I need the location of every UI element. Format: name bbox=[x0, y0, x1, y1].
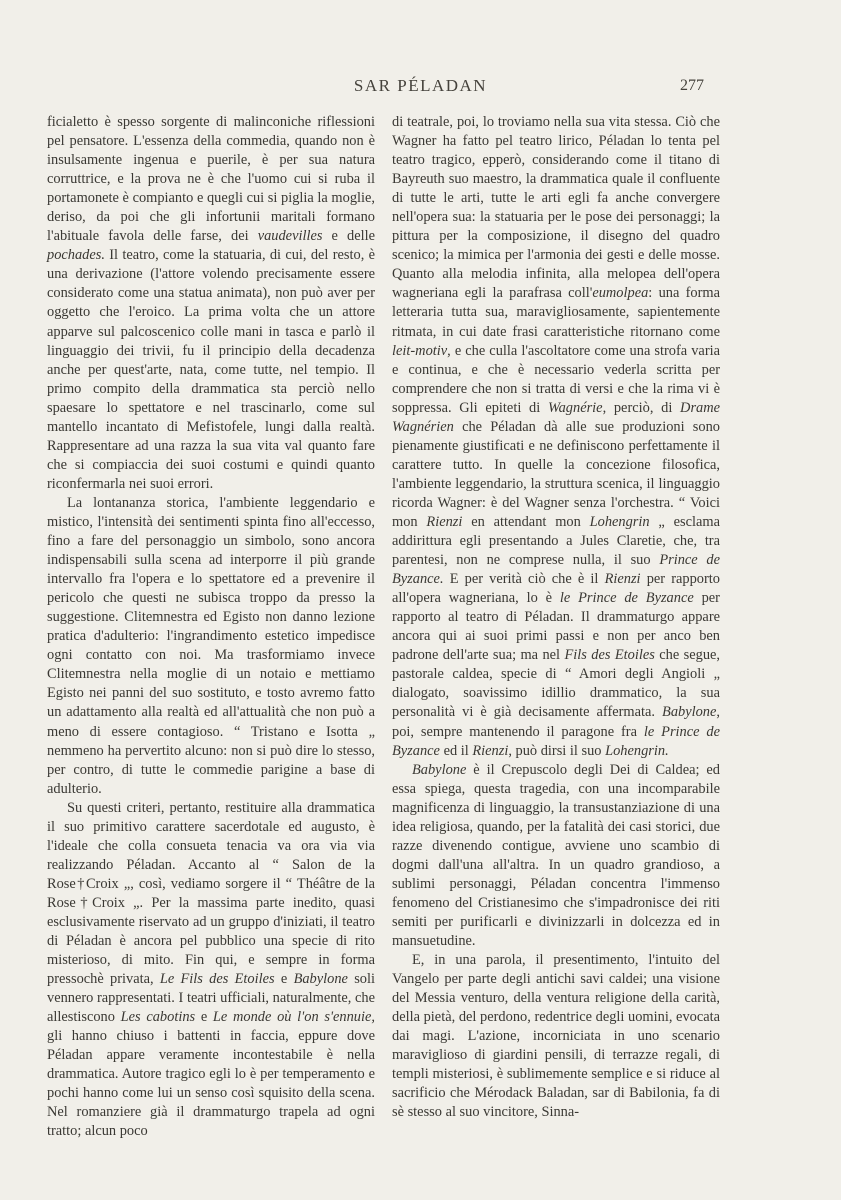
paragraph-text: e bbox=[200, 1009, 208, 1026]
left-column bbox=[47, 113, 375, 1142]
right-column bbox=[392, 113, 720, 1122]
paragraph-text: è il Crepuscolo degli Dei di Caldea; ed essa spiega, questa tragedia, con una incomparabile magnificenza di linguaggio, la transustanziazione di una idea religiosa, quando, per la fatalità dei casi storici, due razze divenendo contigue, avviene uno scambio di dogmi dall'una all'altra. In un quadro grandioso, a sublimi personaggi, Péladan concentra l'immenso fenomeno del Cristianesimo che s'impadronisce dei riti semiti per purificarli e divinizzarli in dolcezza ed in mansuetudine. bbox=[392, 761, 720, 950]
paragraph-text: : una forma letteraria tutta sua, maravigliosamente, sapientemente ritmata, in cui date frasi caratteristiche ritornano come bbox=[392, 285, 720, 340]
italic-title: Rienzi bbox=[604, 571, 641, 588]
paragraph-text: , perciò, di bbox=[602, 399, 673, 416]
paragraph bbox=[392, 761, 720, 951]
running-head bbox=[0, 76, 841, 100]
paragraph-text: Il teatro, come la statuaria, di cui, del resto, è una derivazione (l'attore volendo precisamente essere considerato come una statua animata), non può aver per oggetto che l'eroico. La prima volta che un attore apparve sul palcoscenico colle mani in tasca e parlò il linguaggio dei trivii, fu il principio della decadenza anche per quest'arte, nata, come tutte, nel tempio. Il primo compito della drammatica sta perciò nello spaesare lo spettatore e nel trascinarlo, come sul mantello incantato di Mefistofele, lungi dalla realtà. Rappresentare ad una razza la sua vita val quanto fare che si compiaccia dei suoi costumi e quindi quanto riconfermarla nei suoi errori. bbox=[47, 247, 375, 492]
paragraph-text: Su questi criteri, pertanto, restituire alla drammatica il suo primitivo carattere sacerdotale ed augusto, è l'ideale che colla consueta tenacia va ora via via realizzando Péladan. Accanto al “ Salon de la Rose†Croix „, così, vediamo sorgere il “ Théâtre de la Rose†Croix „. Per la massima parte inedito, quasi esclusivamente riservato ad un gruppo d'iniziati, il teatro di Péladan è ancora pel pubblico una specie di rito misterioso, di mito. Fin qui, e sempre in forma pressochè privata, bbox=[47, 799, 375, 988]
italic-term: pochades. bbox=[47, 247, 105, 264]
italic-title: Lohengrin. bbox=[605, 742, 669, 759]
italic-title: Fils des Etoiles bbox=[564, 647, 655, 664]
paragraph: E, in una parola, il presentimento, l'intuito del Vangelo per parte degli antichi savi caldei; una visione del Messia venturo, della ventura religione della carità, della pietà, del perdono, redentrice degli uomini, evocata dai magi. L'azione, incorniciata in uno scenario maraviglioso di giardini pensili, di terrazze regali, di templi misteriosi, è sublimemente semplice e si riduce al sacrificio che Mérodack Baladan, sar di Babilonia, fa di sè stesso al suo vincitore, Sinna- bbox=[392, 952, 720, 1121]
italic-title: le Prince de Byzance bbox=[392, 723, 720, 759]
paragraph-text: , e che culla l'ascoltatore come una strofa varia e continua, e che è necessario vederla scritta per comprendere che non si tratta di versi e che la rima vi è soppressa. Gli epiteti di bbox=[392, 342, 720, 416]
paragraph-text: en attendant mon bbox=[471, 513, 581, 530]
italic-term: vaudevilles bbox=[257, 228, 323, 245]
paragraph-text: ficialetto è spesso sorgente di malinconiche riflessioni pel pensatore. L'essenza della commedia, quando non è insulsamente ingenua e puerile, è per sua natura corruttrice, e la prova ne è che l'uomo cui si ruba il portamonete è compianto e quegli cui si piglia la moglie, deriso, da poi che gli infortunii maritali formano l'abituale favola delle farse, dei bbox=[47, 114, 375, 245]
italic-title: Babylone bbox=[412, 761, 467, 778]
italic-title: Le Fils des Etoiles bbox=[159, 971, 275, 988]
italic-term: eumolpea bbox=[592, 285, 649, 302]
paragraph: La lontananza storica, l'ambiente leggendario e mistico, l'intensità dei sentimenti spinta fino all'eccesso, fino a fare del personaggio un simbolo, sono ancora indispensabili sulla scena ad interporre il più grande intervallo fra l'opera e lo spettatore ed a prevenire il pericolo che questi ne subisca troppo da presso la suggestione. Clitemnestra ed Egisto non danno lezione pratica d'adulterio: l'ingrandimento estetico impedisce ogni contatto con noi. Ma trasformiamo invece Clitemnestra nella moglie di un notaio e mettiamo Egisto nei panni del suo sostituto, e tosto avremo fatto un adattamento alla realtà ed all'attualità che non può a meno di essere contagioso. “ Tristano e Isotta „ nemmeno ha pervertito alcuno: non si può dire lo stesso, per contro, di tutte le commedie parigine a base di adulterio. bbox=[47, 494, 375, 797]
paragraph bbox=[47, 113, 375, 494]
paragraph-text: ed il bbox=[443, 742, 469, 759]
paragraph bbox=[392, 113, 720, 761]
italic-term: leit-motiv bbox=[392, 342, 448, 359]
italic-title: Lohengrin bbox=[589, 513, 650, 530]
italic-title: Le monde où l'on s'ennuie, bbox=[212, 1009, 375, 1026]
italic-title: Prince de Byzance. bbox=[392, 552, 720, 588]
paragraph-text: „ esclama addirittura egli presentando a Jules Claretie, che, tra parentesi, non ne comprese nulla, il suo bbox=[392, 513, 720, 569]
paragraph-text: e delle bbox=[331, 228, 375, 245]
paragraph-text: per rapporto al teatro di Péladan. Il drammaturgo appare ancora qui ai suoi primi passi e non per anco ben padrone dell'arte sua; ma nel bbox=[392, 590, 720, 664]
italic-title: Babylone bbox=[293, 971, 348, 988]
page-number: 277 bbox=[680, 77, 704, 94]
italic-term: Drame Wagnérien bbox=[392, 399, 721, 435]
paragraph-text: e bbox=[280, 971, 288, 988]
paragraph-text: gli hanno chiuso i battenti in faccia, eppure dove Péladan appare veramente incontestabile è nella drammatica. Autore tragico egli lo è per temperamento e pochi hanno come lui un senso così squisito della scena. Nel romanziere già il drammaturgo trapela ad ogni tratto; alcun poco bbox=[47, 1028, 375, 1140]
paragraph bbox=[47, 799, 375, 1142]
italic-title: le Prince de Byzance bbox=[559, 590, 694, 607]
paragraph-text: di teatrale, poi, lo troviamo nella sua vita stessa. Ciò che Wagner ha fatto pel teatro lirico, Péladan lo tenta pel teatro tragico, epperò, considerando come il titano di Bayreuth suo maestro, la drammatica quale il confluente di tutte le arti, tutte le arti egli fa anche convergere nell'opera sua: la statuaria per le pose dei personaggi; la pittura per la composizione, il disegno del quadro scenico; la mimica per l'armonia dei gesti e delle mosse. Quanto alla melodia infinita, alla melopea dell'opera wagneriana egli la parafrasa coll' bbox=[392, 114, 720, 302]
paragraph-text: che segue, pastorale caldea, specie di “ Amori degli Angioli „ dialogato, soavissimo idillio drammatico, la sua personalità vi è già decisamente affermata. bbox=[392, 647, 721, 721]
italic-title: Babylone bbox=[662, 704, 717, 721]
paragraph-text: , può dirsi il suo bbox=[508, 742, 602, 759]
paragraph-text: E per verità ciò che è il bbox=[449, 571, 599, 588]
paragraph-text: che Péladan dà alle sue produzioni sono pienamente giustificati e ne definiscono perfettamente il carattere tutto. In quelle la concezione filosofica, l'ambiente leggendario, la struttura scenica, il linguaggio ricorda Wagner: è del Wagner senza l'orchestra. “ Voici mon bbox=[392, 418, 720, 530]
italic-title: Rienzi bbox=[426, 513, 463, 530]
paragraph-text: soli vennero rappresentati. I teatri ufficiali, naturalmente, che allestiscono bbox=[47, 971, 375, 1026]
paragraph-text: , poi, sempre mantenendo il paragone fra bbox=[392, 704, 720, 740]
italic-term: Wagnérie bbox=[547, 399, 603, 416]
italic-title: Les cabotins bbox=[120, 1009, 196, 1026]
italic-title: Rienzi bbox=[472, 742, 509, 759]
page-title: SAR PÉLADAN bbox=[353, 76, 488, 95]
paragraph-text: per rapporto all'opera wagneriana, lo è bbox=[392, 571, 720, 607]
